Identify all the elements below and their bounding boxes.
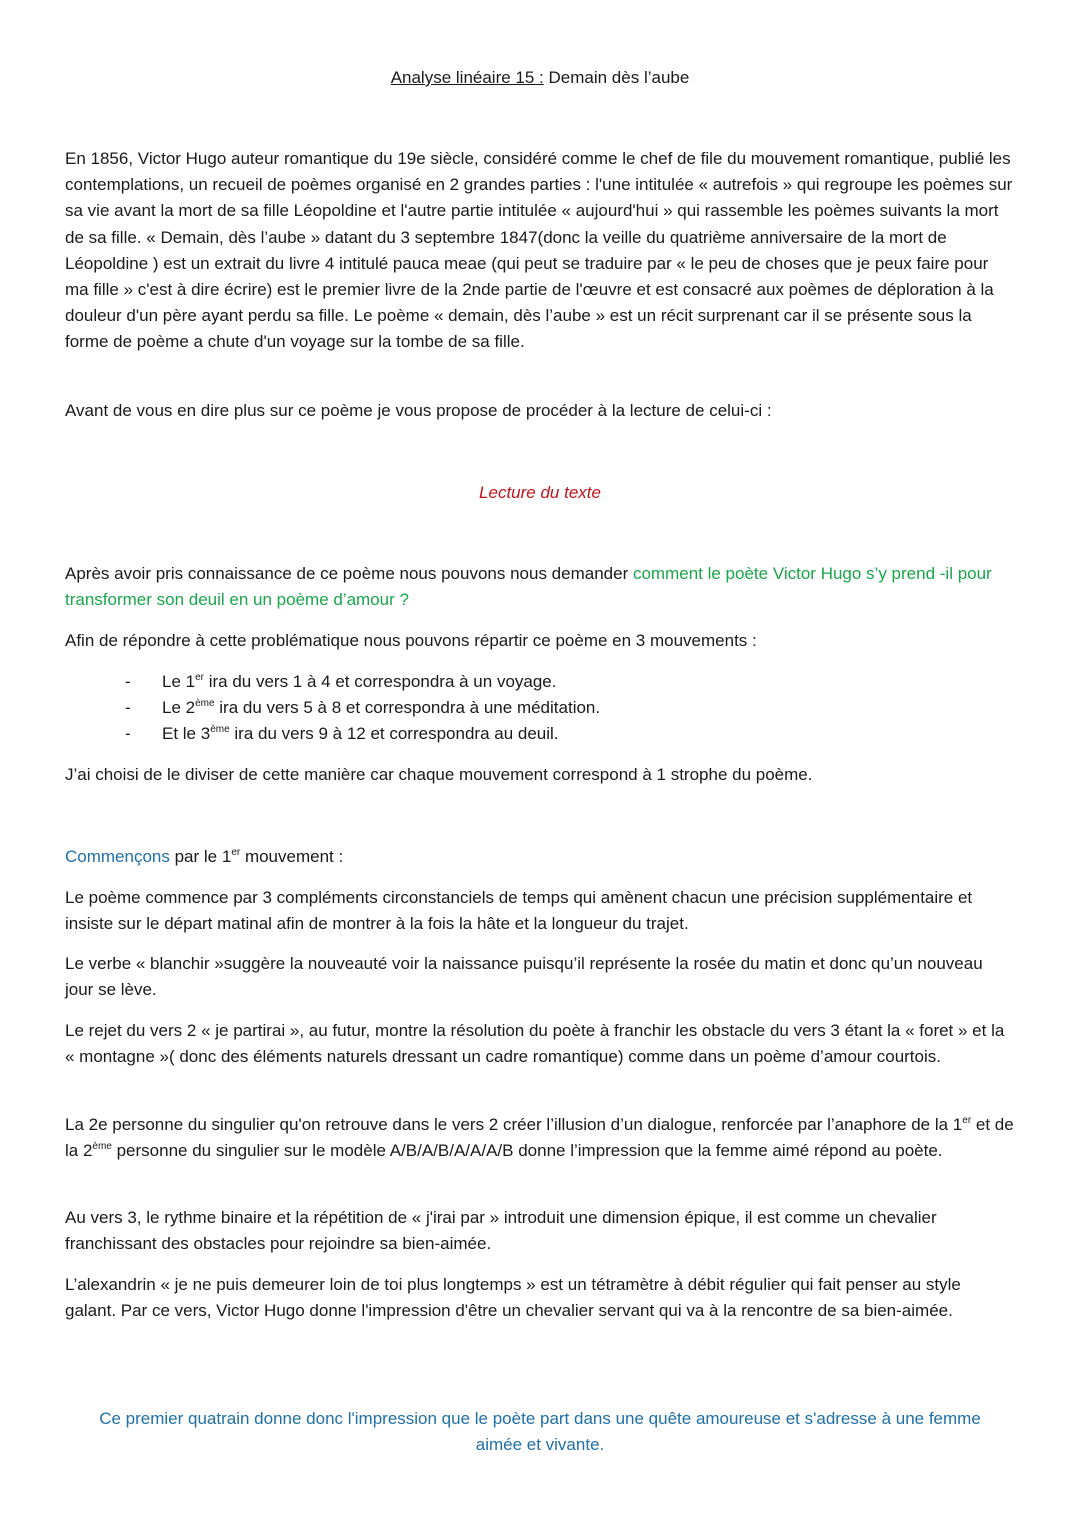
problem-lead: Après avoir pris connaissance de ce poème nous pouvons nous demander [65,564,633,583]
reading-intro: Avant de vous en dire plus sur ce poème je vous propose de procéder à la lecture de celui-ci : [65,401,772,420]
analysis-paragraph-6: L’alexandrin « je ne puis demeurer loin de toi plus longtemps » est un tétramètre à débit régulier qui fait penser au style galant. Par ce vers, Victor Hugo donne l'impression d'être un chevalier servant qui va à la rencontre de sa bien-aimée. [65,1275,961,1321]
title-rest: Demain dès l’aube [543,68,690,87]
analysis-paragraph-3: Le rejet du vers 2 « je partirai », au futur, montre la résolution du poète à franchir les obstacle du vers 3 étant la « foret » et la « montagne »( donc des éléments naturels dressant un cadre romantique) comme dans un poème d’amour courtois. [65,1021,1005,1067]
title-underlined: Analyse linéaire 15 : [390,68,544,87]
division-note: J’ai choisi de le diviser de cette manière car chaque mouvement correspond à 1 strophe du poème. [65,765,813,784]
analysis-paragraph-4: La 2e personne du singulier qu'on retrouve dans le vers 2 créer l’illusion d’un dialogue, renforcée par l’anaphore de la 1er et de la 2ème personne du singulier sur le modèle A/B/A/B/A/A/A/B donne l’impression que la femme aimé répond au poète. [65,1115,1014,1161]
list-item: - Le 1er ira du vers 1 à 4 et correspondra à un voyage. [125,672,557,691]
problem-paragraph [65,561,1015,613]
list-item: - Le 2ème ira du vers 5 à 8 et correspondra à une méditation. [125,698,601,717]
problem-question: comment le poète Victor Hugo s’y prend -il pour transformer son deuil en un poème d’amour ? [65,564,992,610]
page-title [0,66,1080,90]
plan-intro: Afin de répondre à cette problématique nous pouvons répartir ce poème en 3 mouvements : [65,631,757,650]
conclusion: Ce premier quatrain donne donc l'impression que le poète part dans une quête amoureuse et s'adresse à une femme aimée et vivante. [99,1409,981,1455]
analysis-paragraph-1: Le poème commence par 3 compléments circonstanciels de temps qui amènent chacun une précision supplémentaire et insiste sur le départ matinal afin de montrer à la fois la hâte et la longueur du trajet. [65,888,973,934]
list-item: - Et le 3ème ira du vers 9 à 12 et correspondra au deuil. [125,724,559,743]
intro-paragraph: En 1856, Victor Hugo auteur romantique du 19e siècle, considéré comme le chef de file du mouvement romantique, publié les contemplations, un recueil de poèmes organisé en 2 grandes parties : l'une intitulée « autrefois » qui regroupe les poèmes sur sa vie avant la mort de sa fille Léopoldine et l'autre partie intitulée « aujourd'hui » qui rassemble les poèmes suivants la mort de sa fille. « Demain, dès l’aube » datant du 3 septembre 1847(donc la veille du quatrième anniversaire de la mort de Léopoldine ) est un extrait du livre 4 intitulé pauca meae (qui peut se traduire par « le peu de choses que je peux faire pour ma fille » c'est à dire écrire) est le premier livre de la 2nde partie de l'œuvre et est consacré aux poèmes de déploration à la douleur d'un père ayant perdu sa fille. Le poème « demain, dès l’aube » est un récit surprenant car il se présente sous la forme de poème a chute d'un voyage sur la tombe de sa fille. [65,149,1013,352]
commencons-label: Commençons [65,847,170,866]
first-movement-heading: Commençons par le 1er mouvement : [65,847,344,866]
analysis-paragraph-5: Au vers 3, le rythme binaire et la répétition de « j'irai par » introduit une dimension épique, il est comme un chevalier franchissant des obstacles pour rejoindre sa bien-aimée. [65,1208,937,1254]
reading-heading: Lecture du texte [479,483,601,502]
analysis-paragraph-2: Le verbe « blanchir »suggère la nouveauté voir la naissance puisqu’il représente la rosée du matin et donc qu’un nouveau jour se lève. [65,954,983,1000]
movements-list [125,669,975,747]
